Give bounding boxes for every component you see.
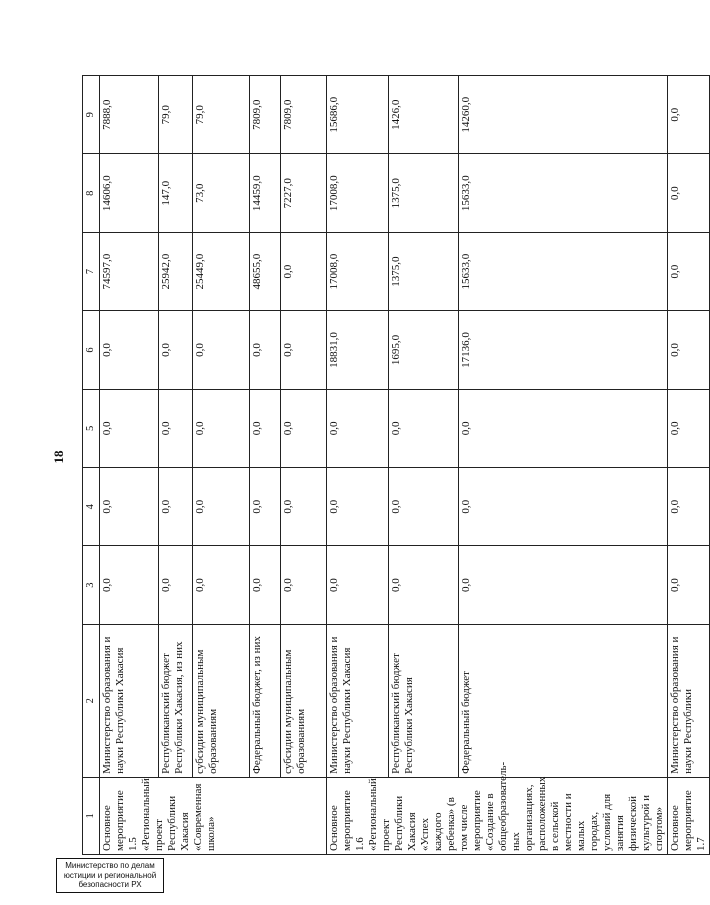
value-cell: 0,0 xyxy=(250,389,281,467)
col-header-1: 1 xyxy=(83,777,100,854)
table-row xyxy=(388,76,458,855)
value-cell: 1375,0 xyxy=(388,232,458,310)
value-cell: 15633,0 xyxy=(458,154,667,232)
value-cell: 0,0 xyxy=(388,468,458,546)
source-cell: субсидии муниципальным образованиям xyxy=(281,624,327,777)
header-row xyxy=(83,76,100,855)
source-cell: Министерство образования и науки Республики Хакасия xyxy=(100,624,159,777)
value-cell: 0,0 xyxy=(327,389,389,467)
value-cell: 0,0 xyxy=(159,546,193,624)
value-cell: 7809,0 xyxy=(281,76,327,155)
value-cell: 0,0 xyxy=(159,311,193,389)
value-cell: 15633,0 xyxy=(458,232,667,310)
value-cell: 0,0 xyxy=(327,468,389,546)
source-cell: Республиканский бюджет Республики Хакасия xyxy=(388,624,458,777)
value-cell: 0,0 xyxy=(250,468,281,546)
value-cell: 0,0 xyxy=(281,546,327,624)
value-cell: 73,0 xyxy=(193,154,250,232)
value-cell: 14260,0 xyxy=(458,76,667,155)
table-row xyxy=(250,76,281,855)
source-cell: субсидии муниципальным образованиям xyxy=(193,624,250,777)
table-row xyxy=(668,76,710,855)
table-row xyxy=(327,76,389,855)
value-cell: 7809,0 xyxy=(250,76,281,155)
budget-table xyxy=(82,75,710,855)
value-cell: 0,0 xyxy=(668,154,710,232)
value-cell: 0,0 xyxy=(100,389,159,467)
value-cell: 0,0 xyxy=(668,76,710,155)
stamp-line: безопасности РХ xyxy=(78,880,142,889)
value-cell: 1375,0 xyxy=(388,154,458,232)
value-cell: 0,0 xyxy=(193,311,250,389)
value-cell: 1695,0 xyxy=(388,311,458,389)
value-cell: 17136,0 xyxy=(458,311,667,389)
value-cell: 147,0 xyxy=(159,154,193,232)
value-cell: 0,0 xyxy=(668,311,710,389)
value-cell: 0,0 xyxy=(458,546,667,624)
value-cell: 79,0 xyxy=(193,76,250,155)
value-cell: 0,0 xyxy=(281,468,327,546)
value-cell: 0,0 xyxy=(100,468,159,546)
value-cell: 0,0 xyxy=(668,468,710,546)
value-cell: 1426,0 xyxy=(388,76,458,155)
col-header-4: 4 xyxy=(83,468,100,546)
ministry-stamp xyxy=(56,858,164,893)
value-cell: 0,0 xyxy=(458,468,667,546)
value-cell: 18831,0 xyxy=(327,311,389,389)
value-cell: 74597,0 xyxy=(100,232,159,310)
value-cell: 0,0 xyxy=(281,389,327,467)
col-header-8: 8 xyxy=(83,154,100,232)
col-header-9: 9 xyxy=(83,76,100,155)
value-cell: 0,0 xyxy=(668,389,710,467)
col-header-7: 7 xyxy=(83,232,100,310)
value-cell: 0,0 xyxy=(159,389,193,467)
table-row xyxy=(193,76,250,855)
source-cell: Министерство образования и науки Республики xyxy=(668,624,710,777)
value-cell: 7888,0 xyxy=(100,76,159,155)
source-cell: Министерство образования и науки Республики Хакасия xyxy=(327,624,389,777)
value-cell: 48655,0 xyxy=(250,232,281,310)
table-row xyxy=(100,76,159,855)
source-cell: Федеральный бюджет xyxy=(458,624,667,777)
value-cell: 25942,0 xyxy=(159,232,193,310)
value-cell: 0,0 xyxy=(250,311,281,389)
value-cell: 0,0 xyxy=(193,389,250,467)
table-row xyxy=(458,76,667,855)
budget-table-rotated xyxy=(82,75,707,855)
stamp-line: юстиции и региональной xyxy=(63,870,157,880)
col-header-5: 5 xyxy=(83,389,100,467)
stamp-line: Министерство по делам xyxy=(65,861,155,870)
col-header-6: 6 xyxy=(83,311,100,389)
source-cell: Республиканский бюджет Республики Хакасия, из них xyxy=(159,624,193,777)
value-cell: 0,0 xyxy=(668,232,710,310)
value-cell: 25449,0 xyxy=(193,232,250,310)
value-cell: 0,0 xyxy=(281,232,327,310)
value-cell: 0,0 xyxy=(327,546,389,624)
col-header-3: 3 xyxy=(83,546,100,624)
value-cell: 0,0 xyxy=(100,311,159,389)
value-cell: 14606,0 xyxy=(100,154,159,232)
value-cell: 15686,0 xyxy=(327,76,389,155)
page-number: 18 xyxy=(51,450,66,464)
measure-1-6-label: Основное мероприятие 1.6 «Региональный проект Республики Хакасия «Успех каждого ребенка» (в том числе мероприятие «Создание в общеобразователь-ных организациях, расположенных в сельской местности и малых городах, условий для занятия физической культурой и спортом» xyxy=(327,777,668,854)
measure-1-7-label: Основное мероприятие 1.7 xyxy=(668,777,710,854)
table-row xyxy=(159,76,193,855)
value-cell: 0,0 xyxy=(458,389,667,467)
table-row xyxy=(281,76,327,855)
value-cell: 17008,0 xyxy=(327,232,389,310)
value-cell: 14459,0 xyxy=(250,154,281,232)
value-cell: 0,0 xyxy=(388,546,458,624)
value-cell: 0,0 xyxy=(250,546,281,624)
value-cell: 0,0 xyxy=(388,389,458,467)
value-cell: 79,0 xyxy=(159,76,193,155)
value-cell: 0,0 xyxy=(193,468,250,546)
col-header-2: 2 xyxy=(83,624,100,777)
value-cell: 0,0 xyxy=(100,546,159,624)
source-cell: Федеральный бюджет, из них xyxy=(250,624,281,777)
value-cell: 17008,0 xyxy=(327,154,389,232)
value-cell: 0,0 xyxy=(193,546,250,624)
value-cell: 0,0 xyxy=(159,468,193,546)
value-cell: 7227,0 xyxy=(281,154,327,232)
value-cell: 0,0 xyxy=(668,546,710,624)
measure-1-5-label: Основное мероприятие 1.5 «Региональный проект Республики Хакасия «Современная школа» xyxy=(100,777,327,854)
value-cell: 0,0 xyxy=(281,311,327,389)
